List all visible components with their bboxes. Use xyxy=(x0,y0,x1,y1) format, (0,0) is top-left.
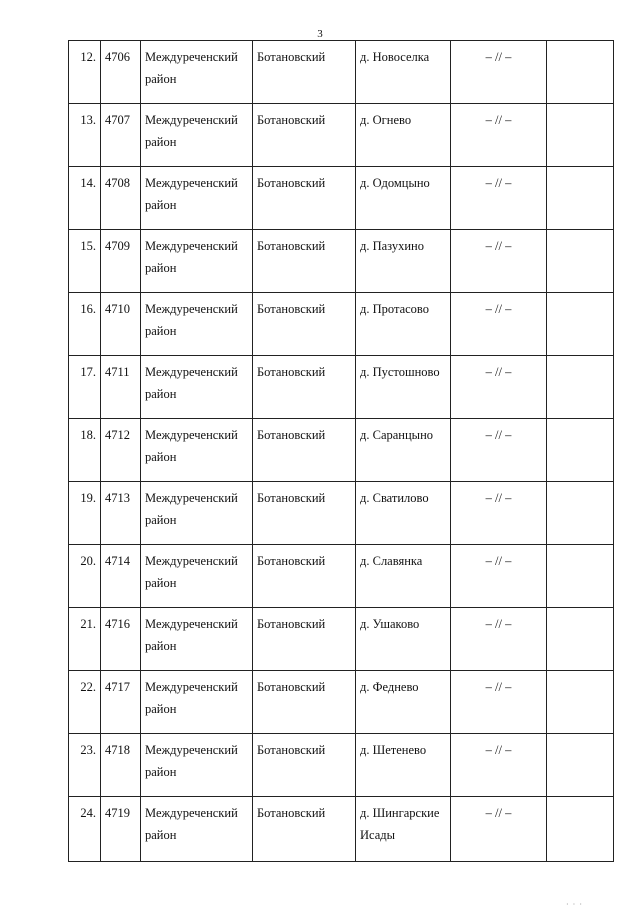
code-cell: 4708 xyxy=(101,167,141,230)
district-cell: Междуреченский район xyxy=(141,419,253,482)
locality-cell: д. Саранцыно xyxy=(356,419,451,482)
locality-cell: д. Шетенево xyxy=(356,734,451,797)
district-cell: Междуреченский район xyxy=(141,797,253,862)
row-number-cell: 19. xyxy=(69,482,101,545)
ditto-cell: – // – xyxy=(451,356,547,419)
ditto-cell: – // – xyxy=(451,41,547,104)
row-number-cell: 24. xyxy=(69,797,101,862)
code-cell: 4714 xyxy=(101,545,141,608)
settlement-cell: Ботановский xyxy=(253,293,356,356)
code-cell: 4716 xyxy=(101,608,141,671)
code-cell: 4706 xyxy=(101,41,141,104)
district-cell: Междуреченский район xyxy=(141,482,253,545)
empty-cell xyxy=(547,104,614,167)
empty-cell xyxy=(547,419,614,482)
table-row xyxy=(69,482,614,545)
table-row xyxy=(69,608,614,671)
row-number-cell: 14. xyxy=(69,167,101,230)
empty-cell xyxy=(547,545,614,608)
district-cell: Междуреченский район xyxy=(141,104,253,167)
table-row xyxy=(69,104,614,167)
district-cell: Междуреченский район xyxy=(141,734,253,797)
settlement-cell: Ботановский xyxy=(253,41,356,104)
code-cell: 4710 xyxy=(101,293,141,356)
ditto-cell: – // – xyxy=(451,797,547,862)
empty-cell xyxy=(547,230,614,293)
table-row xyxy=(69,671,614,734)
row-number-cell: 22. xyxy=(69,671,101,734)
ditto-cell: – // – xyxy=(451,482,547,545)
locality-cell: д. Пустошново xyxy=(356,356,451,419)
table-row xyxy=(69,230,614,293)
empty-cell xyxy=(547,356,614,419)
code-cell: 4711 xyxy=(101,356,141,419)
code-cell: 4709 xyxy=(101,230,141,293)
settlement-cell: Ботановский xyxy=(253,545,356,608)
table-row xyxy=(69,419,614,482)
settlement-cell: Ботановский xyxy=(253,734,356,797)
row-number-cell: 16. xyxy=(69,293,101,356)
ditto-cell: – // – xyxy=(451,293,547,356)
row-number-cell: 21. xyxy=(69,608,101,671)
row-number-cell: 20. xyxy=(69,545,101,608)
settlement-cell: Ботановский xyxy=(253,608,356,671)
locality-cell: д. Сватилово xyxy=(356,482,451,545)
locality-cell: д. Славянка xyxy=(356,545,451,608)
locality-cell: д. Огнево xyxy=(356,104,451,167)
code-cell: 4713 xyxy=(101,482,141,545)
table-row xyxy=(69,734,614,797)
row-number-cell: 23. xyxy=(69,734,101,797)
locality-cell: д. Ушаково xyxy=(356,608,451,671)
code-cell: 4707 xyxy=(101,104,141,167)
district-cell: Междуреченский район xyxy=(141,293,253,356)
district-cell: Междуреченский район xyxy=(141,545,253,608)
code-cell: 4712 xyxy=(101,419,141,482)
row-number-cell: 17. xyxy=(69,356,101,419)
settlement-cell: Ботановский xyxy=(253,671,356,734)
empty-cell xyxy=(547,734,614,797)
page-number: 3 xyxy=(317,28,323,40)
code-cell: 4719 xyxy=(101,797,141,862)
empty-cell xyxy=(547,167,614,230)
ditto-cell: – // – xyxy=(451,230,547,293)
table-row xyxy=(69,545,614,608)
table-row xyxy=(69,41,614,104)
row-number-cell: 12. xyxy=(69,41,101,104)
settlement-cell: Ботановский xyxy=(253,482,356,545)
settlement-cell: Ботановский xyxy=(253,230,356,293)
district-cell: Междуреченский район xyxy=(141,41,253,104)
locality-cell: д. Одомцыно xyxy=(356,167,451,230)
code-cell: 4717 xyxy=(101,671,141,734)
row-number-cell: 18. xyxy=(69,419,101,482)
code-cell: 4718 xyxy=(101,734,141,797)
settlement-cell: Ботановский xyxy=(253,356,356,419)
settlement-cell: Ботановский xyxy=(253,797,356,862)
locality-cell: д. Пазухино xyxy=(356,230,451,293)
row-number-cell: 13. xyxy=(69,104,101,167)
locality-cell: д. Феднево xyxy=(356,671,451,734)
ditto-cell: – // – xyxy=(451,419,547,482)
ditto-cell: – // – xyxy=(451,671,547,734)
registry-table xyxy=(68,40,614,862)
district-cell: Междуреченский район xyxy=(141,167,253,230)
settlement-cell: Ботановский xyxy=(253,419,356,482)
empty-cell xyxy=(547,671,614,734)
table-row xyxy=(69,356,614,419)
settlement-cell: Ботановский xyxy=(253,167,356,230)
row-number-cell: 15. xyxy=(69,230,101,293)
district-cell: Междуреченский район xyxy=(141,230,253,293)
district-cell: Междуреченский район xyxy=(141,356,253,419)
ditto-cell: – // – xyxy=(451,734,547,797)
district-cell: Междуреченский район xyxy=(141,671,253,734)
empty-cell xyxy=(547,482,614,545)
empty-cell xyxy=(547,797,614,862)
empty-cell xyxy=(547,293,614,356)
locality-cell: д. Шингарские Исады xyxy=(356,797,451,862)
ditto-cell: – // – xyxy=(451,167,547,230)
district-cell: Междуреченский район xyxy=(141,608,253,671)
table-row xyxy=(69,167,614,230)
empty-cell xyxy=(547,41,614,104)
table-row xyxy=(69,293,614,356)
locality-cell: д. Новоселка xyxy=(356,41,451,104)
ditto-cell: – // – xyxy=(451,545,547,608)
table-row xyxy=(69,797,614,862)
registry-body xyxy=(69,41,614,862)
ditto-cell: – // – xyxy=(451,104,547,167)
scan-artifact: · · · xyxy=(566,900,583,909)
empty-cell xyxy=(547,608,614,671)
ditto-cell: – // – xyxy=(451,608,547,671)
locality-cell: д. Протасово xyxy=(356,293,451,356)
settlement-cell: Ботановский xyxy=(253,104,356,167)
